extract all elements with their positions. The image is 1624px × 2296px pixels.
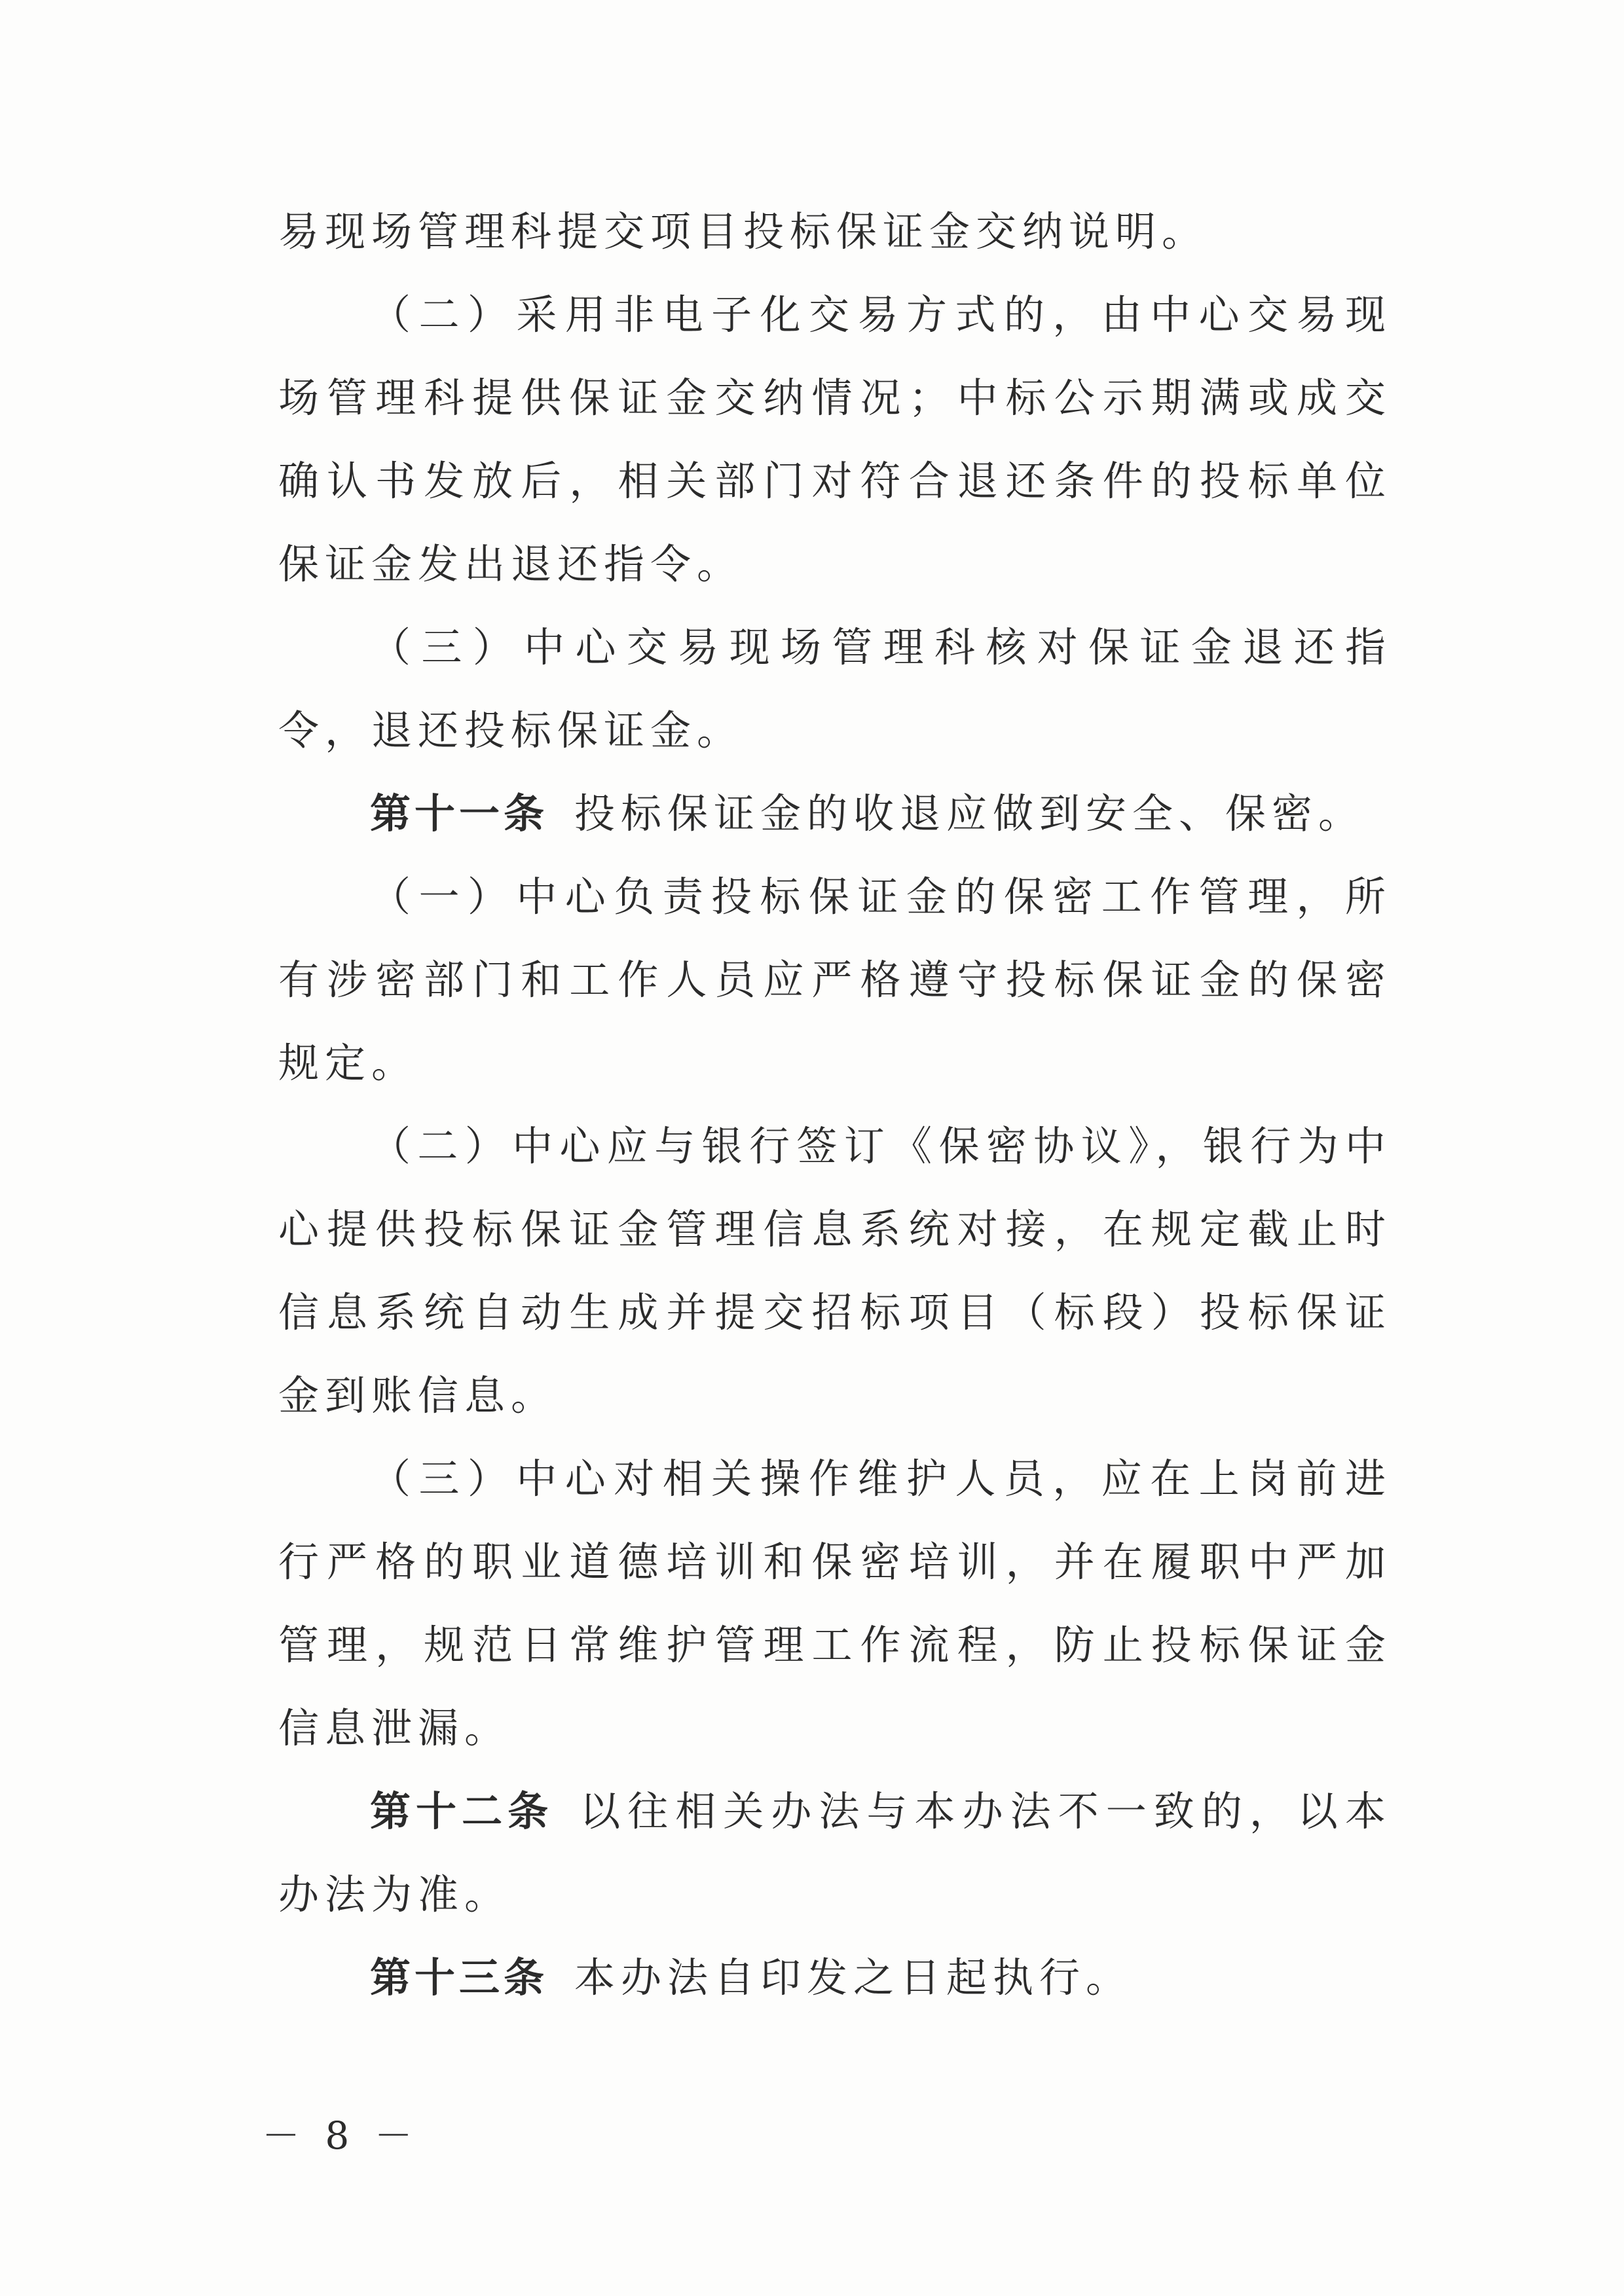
article-heading: 第十一条 (370, 790, 549, 837)
article-11-item-2 (278, 1104, 1392, 1437)
paragraph-text: （三）中心对相关操作维护人员，应在上岗前进行严格的职业道德培训和保密培训，并在履职中严加管理，规范日常维护管理工作流程，防止投标保证金信息泄漏。 (278, 1455, 1392, 1752)
article-heading: 第十二条 (370, 1787, 554, 1835)
paragraph-text: （三）中心交易现场管理科核对保证金退还指令，退还投标保证金。 (278, 623, 1392, 754)
article-13 (278, 1936, 1392, 2019)
article-12 (278, 1770, 1392, 1936)
article-11-item-1 (278, 855, 1392, 1104)
paragraph-continuation (278, 190, 1392, 273)
paragraph-item-3 (278, 606, 1392, 772)
paragraph-text: 易现场管理科提交项目投标保证金交纳说明。 (278, 208, 1209, 255)
paragraph-text: （一）中心负责投标保证金的保密工作管理，所有涉密部门和工作人员应严格遵守投标保证金的保密规定。 (278, 873, 1392, 1087)
paragraph-text: 以往相关办法与本办法不一致的，以本办法为准。 (278, 1787, 1392, 1918)
paragraph-text: 投标保证金的收退应做到安全、保密。 (574, 790, 1365, 837)
article-11-item-3 (278, 1437, 1392, 1770)
paragraph-text: 本办法自印发之日起执行。 (574, 1954, 1133, 2001)
article-11 (278, 772, 1392, 855)
article-heading: 第十三条 (370, 1954, 549, 2001)
paragraph-item-2 (278, 273, 1392, 606)
document-body (278, 190, 1392, 2019)
paragraph-text: （二）采用非电子化交易方式的，由中心交易现场管理科提供保证金交纳情况；中标公示期满或成交确认书发放后，相关部门对符合退还条件的投标单位保证金发出退还指令。 (278, 291, 1392, 588)
paragraph-text: （二）中心应与银行签订《保密协议》，银行为中心提供投标保证金管理信息系统对接，在规定截止时信息系统自动生成并提交招标项目（标段）投标保证金到账信息。 (278, 1122, 1392, 1419)
page-number: － 8 － (262, 2113, 419, 2158)
